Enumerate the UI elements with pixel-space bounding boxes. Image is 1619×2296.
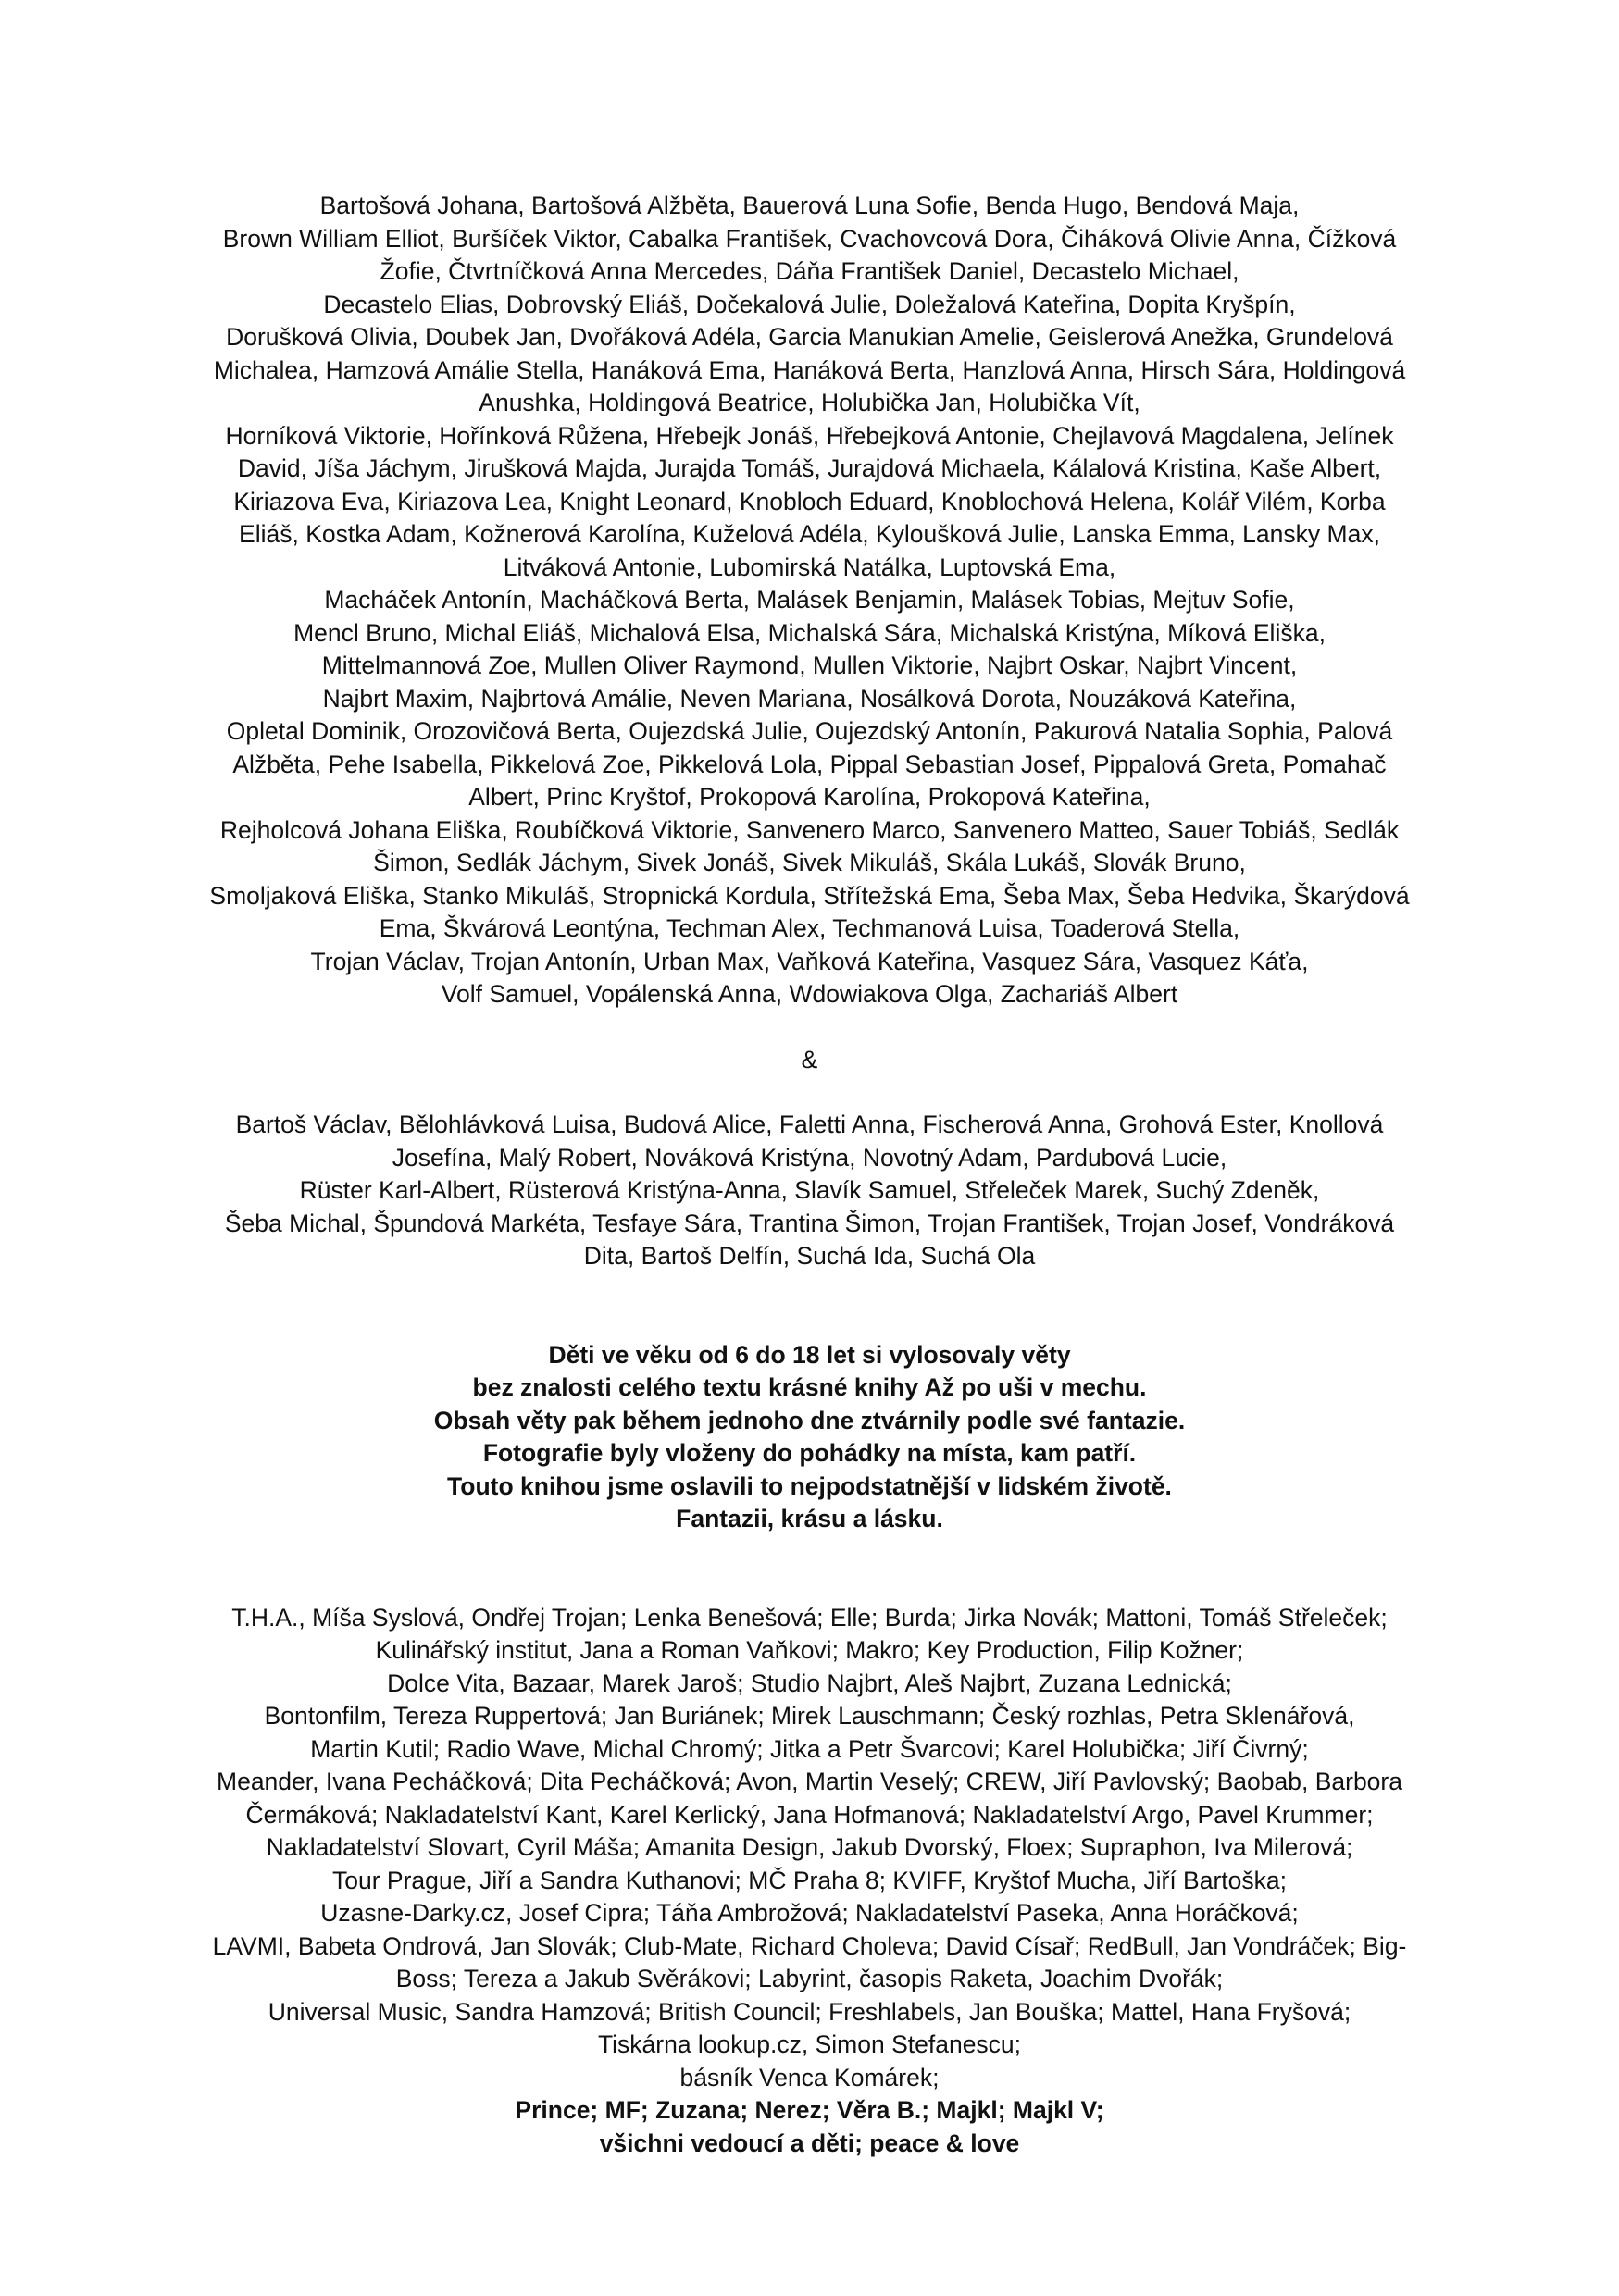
children-line: Rejholcová Johana Eliška, Roubíčková Viktorie, Sanvenero Marco, Sanvenero Matteo, Sauer Tobiáš, Sedlák xyxy=(219,815,1400,844)
thanks-line: Universal Music, Sandra Hamzová; British Council; Freshlabels, Jan Bouška; Mattel, Hana Fryšová; xyxy=(268,1997,1351,2026)
thanks-line: Tour Prague, Jiří a Sandra Kuthanovi; MČ Praha 8; KVIFF, Kryštof Mucha, Jiří Bartoška; xyxy=(332,1866,1287,1894)
thanks-bold-line: všichni vedoucí a děti; peace & love xyxy=(599,2128,1020,2157)
children-line: Litváková Antonie, Lubomirská Natálka, Luptovská Ema, xyxy=(503,552,1116,581)
statement-line: Fantazii, krásu a lásku. xyxy=(676,1505,943,1533)
children-line: Macháček Antonín, Macháčková Berta, Malásek Benjamin, Malásek Tobias, Mejtuv Sofie, xyxy=(324,586,1295,614)
children-line: Žofie, Čtvrtníčková Anna Mercedes, Dáňa František Daniel, Decastelo Michael, xyxy=(380,257,1239,285)
thanks-line: Uzasne-Darky.cz, Josef Cipra; Táňa Ambrožová; Nakladatelství Paseka, Anna Horáčková; xyxy=(320,1899,1299,1927)
acknowledgements-bold xyxy=(130,2094,1489,2160)
children-line: Najbrt Maxim, Najbrtová Amálie, Neven Mariana, Nosálková Dorota, Nouzáková Kateřina, xyxy=(322,684,1297,713)
children-line: Ema, Škvárová Leontýna, Techman Alex, Techmanová Luisa, Toaderová Stella, xyxy=(379,914,1240,942)
thanks-line: Meander, Ivana Pecháčková; Dita Pecháčková; Avon, Martin Veselý; CREW, Jiří Pavlovský; Baobab, Barbora xyxy=(217,1768,1402,1795)
ampersand-separator: & xyxy=(801,1045,818,1074)
children-line: Albert, Princ Kryštof, Prokopová Karolína, Prokopová Kateřina, xyxy=(468,783,1151,811)
children-line: Horníková Viktorie, Hořínková Růžena, Hřebejk Jonáš, Hřebejková Antonie, Chejlavová Magdalena, Jelínek xyxy=(225,421,1394,450)
thanks-line: Nakladatelství Slovart, Cyril Máša; Amanita Design, Jakub Dvorský, Floex; Supraphon, Iva Milerová; xyxy=(266,1833,1353,1861)
statement-line: Děti ve věku od 6 do 18 let si vylosovaly věty xyxy=(548,1340,1071,1369)
children-line: Anushka, Holdingová Beatrice, Holubička Jan, Holubička Vít, xyxy=(479,389,1140,416)
children-line: Bartošová Johana, Bartošová Alžběta, Bauerová Luna Sofie, Benda Hugo, Bendová Maja, xyxy=(319,192,1300,219)
children-line: Dorušková Olivia, Doubek Jan, Dvořáková Adéla, Garcia Manukian Amelie, Geislerová Anežka, Grundelová xyxy=(226,323,1393,351)
children-line: Michalea, Hamzová Amálie Stella, Hanáková Ema, Hanáková Berta, Hanzlová Anna, Hirsch Sára, Holdingová xyxy=(213,355,1406,384)
thanks-bold-line: Prince; MF; Zuzana; Nerez; Věra B.; Majkl; Majkl V; xyxy=(515,2096,1104,2124)
children-line: Opletal Dominik, Orozovičová Berta, Oujezdská Julie, Oujezdský Antonín, Pakurová Natalia Sophia, Palová xyxy=(226,717,1393,745)
children-line: Smoljaková Eliška, Stanko Mikuláš, Stropnická Kordula, Střítežská Ema, Šeba Max, Šeba Hedvika, Škarýdová xyxy=(209,881,1410,910)
thanks-line: Bontonfilm, Tereza Ruppertová; Jan Buriánek; Mirek Lauschmann; Český rozhlas, Petra Sklenářová, xyxy=(264,1702,1355,1730)
thanks-line: Čermáková; Nakladatelství Kant, Karel Kerlický, Jana Hofmanová; Nakladatelství Argo, Pavel Krummer; xyxy=(245,1800,1374,1829)
children-line: Mittelmannová Zoe, Mullen Oliver Raymond, Mullen Viktorie, Najbrt Oskar, Najbrt Vincent, xyxy=(321,652,1298,679)
children-line: David, Jíša Jáchym, Jirušková Majda, Jurajda Tomáš, Jurajdová Michaela, Kálalová Kristina, Kaše Albert, xyxy=(237,454,1382,482)
adults-line: Rüster Karl-Albert, Rüsterová Kristýna-Anna, Slavík Samuel, Střeleček Marek, Suchý Zdeněk, xyxy=(299,1176,1320,1204)
children-names xyxy=(130,190,1489,1011)
adults-line: Šeba Michal, Špundová Markéta, Tesfaye Sára, Trantina Šimon, Trojan František, Trojan Josef, Vondráková xyxy=(224,1209,1395,1237)
statement-line: Obsah věty pak během jednoho dne ztvárnily podle své fantazie. xyxy=(433,1406,1186,1434)
statement-line: bez znalosti celého textu krásné knihy Až po uši v mechu. xyxy=(472,1373,1147,1401)
spacer xyxy=(130,1076,1489,1109)
adults-line: Bartoš Václav, Bělohlávková Luisa, Budová Alice, Faletti Anna, Fischerová Anna, Grohová Ester, Knollová xyxy=(235,1111,1384,1138)
adult-names xyxy=(130,1109,1489,1273)
thanks-line: Boss; Tereza a Jakub Svěrákovi; Labyrint, časopis Raketa, Joachim Dvořák; xyxy=(395,1965,1224,1992)
children-line: Kiriazova Eva, Kiriazova Lea, Knight Leonard, Knobloch Eduard, Knoblochová Helena, Kolář Vilém, Korba xyxy=(233,487,1386,515)
adults-line: Josefína, Malý Robert, Nováková Kristýna, Novotný Adam, Pardubová Lucie, xyxy=(392,1143,1227,1172)
project-statement xyxy=(130,1339,1489,1536)
thanks-line: Kulinářský institut, Jana a Roman Vaňkovi; Makro; Key Production, Filip Kožner; xyxy=(375,1636,1244,1664)
children-line: Trojan Václav, Trojan Antonín, Urban Max, Vaňková Kateřina, Vasquez Sára, Vasquez Káťa, xyxy=(310,947,1309,975)
statement-line: Touto knihou jsme oslavili to nejpodstatnější v lidském životě. xyxy=(447,1471,1172,1500)
thanks-line: LAVMI, Babeta Ondrová, Jan Slovák; Club-Mate, Richard Choleva; David Císař; RedBull, Jan Vondráček; Big- xyxy=(212,1931,1407,1960)
acknowledgements xyxy=(130,1602,1489,2095)
children-line: Mencl Bruno, Michal Eliáš, Michalová Elsa, Michalská Sára, Michalská Kristýna, Míková Eliška, xyxy=(293,618,1326,647)
spacer xyxy=(130,1536,1489,1602)
statement-line: Fotografie byly vloženy do pohádky na místa, kam patří. xyxy=(482,1439,1137,1467)
children-line: Alžběta, Pehe Isabella, Pikkelová Zoe, Pikkelová Lola, Pippal Sebastian Josef, Pippalová Greta, Pomahač xyxy=(232,750,1387,778)
adults-line: Dita, Bartoš Delfín, Suchá Ida, Suchá Ola xyxy=(583,1242,1036,1270)
thanks-line: T.H.A., Míša Syslová, Ondřej Trojan; Lenka Benešová; Elle; Burda; Jirka Novák; Mattoni, Tomáš Střeleček; xyxy=(231,1603,1388,1632)
thanks-line: Dolce Vita, Bazaar, Marek Jaroš; Studio Najbrt, Aleš Najbrt, Zuzana Lednická; xyxy=(387,1669,1232,1697)
children-line: Decastelo Elias, Dobrovský Eliáš, Dočekalová Julie, Doležalová Kateřina, Dopita Kryšpín, xyxy=(323,290,1296,318)
thanks-line: Martin Kutil; Radio Wave, Michal Chromý; Jitka a Petr Švarcovi; Karel Holubička; Jiří Čivrný; xyxy=(310,1734,1309,1763)
thanks-line: básník Venca Komárek; xyxy=(679,2063,940,2091)
spacer xyxy=(130,1273,1489,1339)
thanks-line: Tiskárna lookup.cz, Simon Stefanescu; xyxy=(597,2030,1022,2058)
credits-page xyxy=(130,190,1489,2160)
spacer xyxy=(130,1011,1489,1044)
children-line: Brown William Elliot, Buršíček Viktor, Cabalka František, Cvachovcová Dora, Čiháková Olivie Anna, Čížková xyxy=(222,224,1397,253)
children-line: Šimon, Sedlák Jáchym, Sivek Jonáš, Sivek Mikuláš, Skála Lukáš, Slovák Bruno, xyxy=(373,849,1246,876)
children-line: Eliáš, Kostka Adam, Kožnerová Karolína, Kuželová Adéla, Kyloušková Julie, Lanska Emma, Lansky Max, xyxy=(239,520,1380,548)
children-line: Volf Samuel, Vopálenská Anna, Wdowiakova Olga, Zachariáš Albert xyxy=(441,980,1178,1008)
